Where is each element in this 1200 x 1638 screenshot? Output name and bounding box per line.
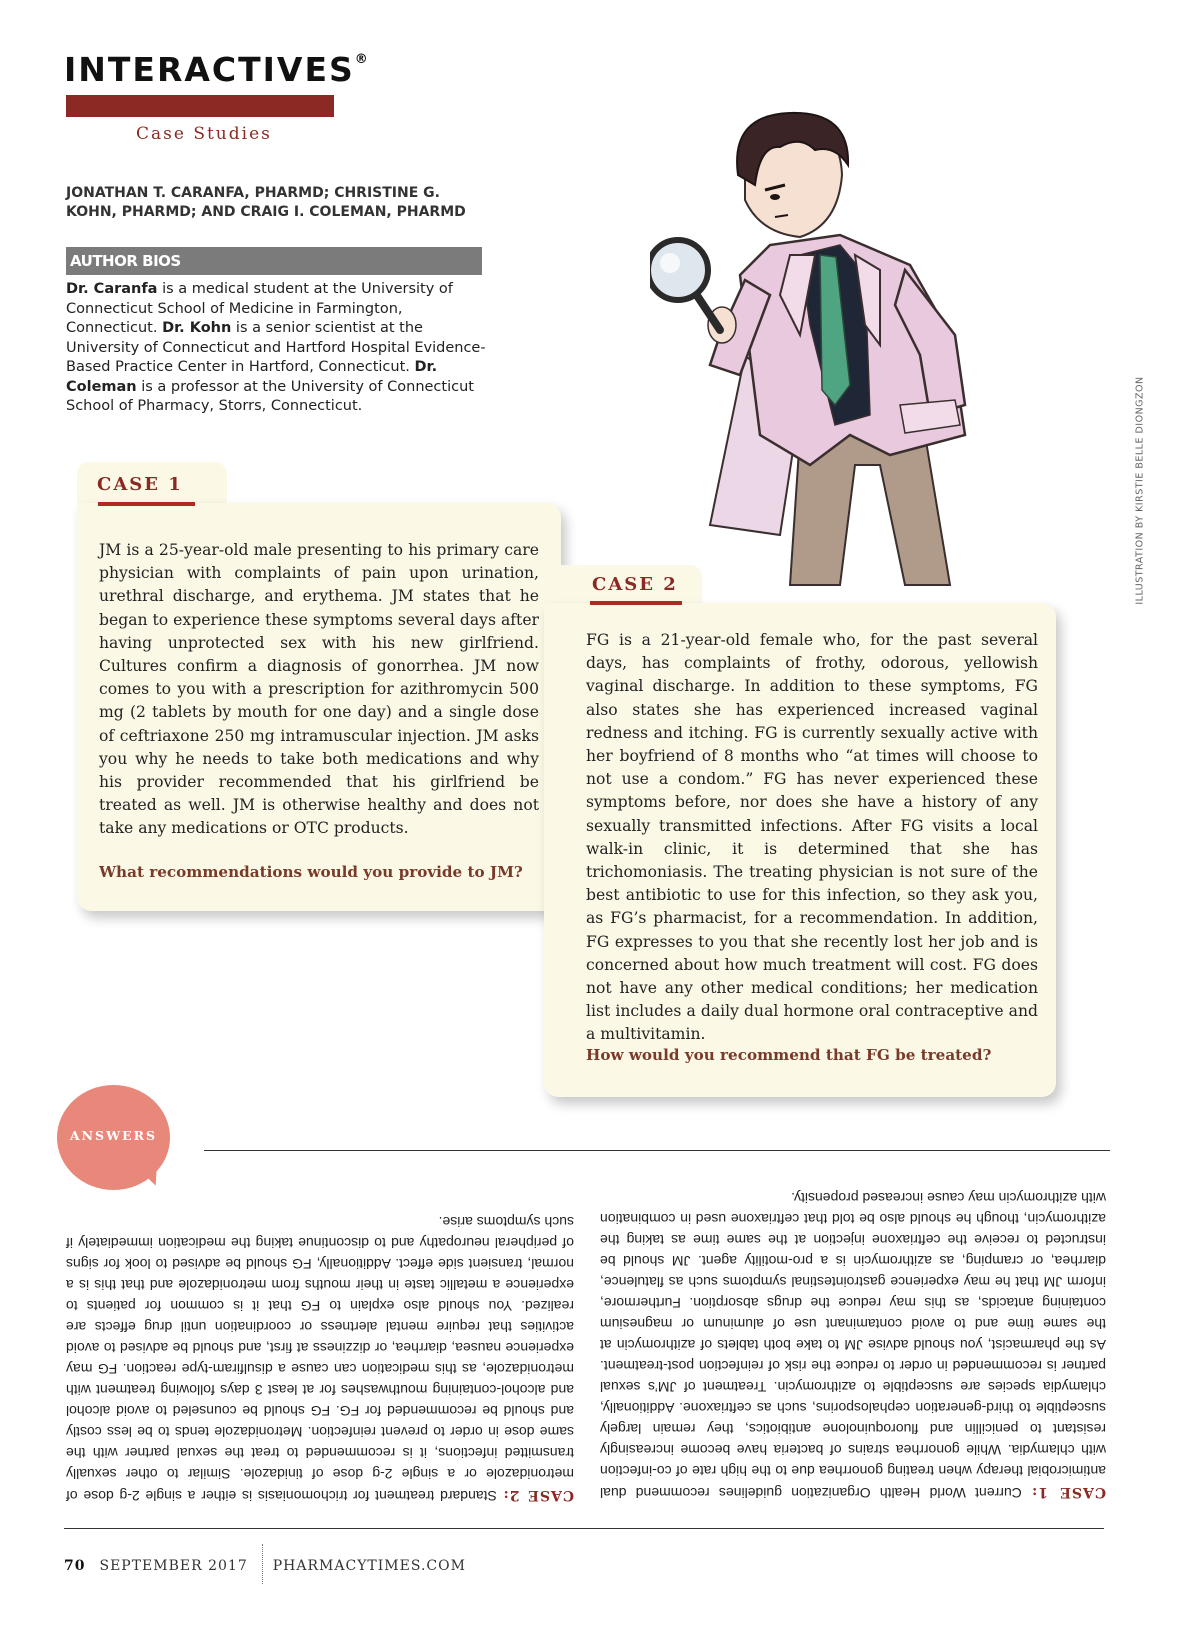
footer-divider bbox=[64, 1528, 1104, 1529]
case1-text: JM is a 25-year-old male presenting to his primary care physician with complaints of pain upon urination, urethral discharge, and erythema. JM states that he began to experience these symptoms several days after having unprotected sex with his new girlfriend. Cultures confirm a diagnosis of gonorrhea. JM now comes to you with a prescription for azithromycin 500 mg (2 tablets by mouth for one day) and a single dose of ceftriaxone 250 mg intramuscular injection. JM asks you why he needs to take both medications and why his provider recommended that his girlfriend be treated as well. JM is otherwise healthy and does not take any medications or OTC products. bbox=[99, 541, 539, 838]
brand-bar bbox=[66, 95, 334, 117]
answer-case1-label: CASE 1: bbox=[1031, 1484, 1106, 1500]
author-byline: JONATHAN T. CARANFA, PHARMD; CHRISTINE G. KOHN, PHARMD; AND CRAIG I. COLEMAN, PHARMD bbox=[66, 185, 466, 220]
case2-text: FG is a 21-year-old female who, for the past several days, has complaints of frothy, odorous, yellowish vaginal discharge. In addition to these symptoms, FG also states she has experienced increased vaginal redness and itching. FG is currently sexually active with her boyfriend of 8 months who “at times will choose to not use a condom.” FG has never experienced these symptoms before, nor does she have a history of any sexually transmitted infections. After FG visits a local walk-in clinic, it is determined that she has trichomoniasis. The treating physician is not sure of the best antibiotic to use for this infection, so they ask you, as FG’s pharmacist, for a recommendation. In addition, FG expresses to you that she recently lost her job and is concerned about how much treatment will cost. FG does not have any other medical conditions; her medication list includes a daily dual hormone oral contraceptive and a multivitamin. bbox=[586, 631, 1038, 1044]
footer-separator bbox=[262, 1544, 263, 1584]
author-bios-heading: AUTHOR BIOS bbox=[66, 247, 482, 275]
case2-label: CASE 2 bbox=[592, 574, 678, 595]
answers-divider bbox=[204, 1150, 1110, 1151]
case2-question: How would you recommend that FG be treated? bbox=[586, 1046, 992, 1064]
magazine-section-brand: INTERACTIVES® bbox=[64, 50, 370, 89]
answer-case2-upside-down: CASE 2: Standard treatment for trichomoniasis is either a single 2-g dose of metronidazole or a single 2-g dose of tinidazole. Similar to other sexually transmitted infections, it is recommended to treat the sexual partner with the same dose in order to prevent reinfection. Metronidazole tends to be less costly and should be recommended for FG. FG should be counseled to avoid alcohol and alcohol-containing mouthwashes for at least 3 days following treatment with metronidazole, as this medication can cause a disulfiram-type reaction. FG may experience nausea, diarrhea, or dizziness at first, and should be advised to avoid activities that require mental alertness or coordination until drug effects are realized. You should also explain to FG that it is common for patients to experience a metallic taste in their mouths from metronidazole and that this is a normal, transient side effect. Additionally, FG should be advised to look for signs of peripheral neuropathy and to discontinue taking the medication immediately if such symptoms arise. bbox=[66, 1214, 574, 1504]
website: PHARMACYTIMES.COM bbox=[272, 1558, 466, 1574]
case1-question: What recommendations would you provide to JM? bbox=[99, 863, 523, 881]
page-number: 70 bbox=[64, 1558, 86, 1574]
bio-name-caranfa: Dr. Caranfa bbox=[66, 281, 158, 297]
answers-label: ANSWERS bbox=[69, 1128, 158, 1143]
case2-rule bbox=[590, 601, 682, 605]
case1-label: CASE 1 bbox=[97, 474, 183, 495]
page-footer bbox=[64, 1546, 466, 1586]
answer-case2-label: CASE 2: bbox=[502, 1487, 574, 1503]
author-bios-text: Dr. Caranfa is a medical student at the University of Connecticut School of Medicine in Farmington, Connecticut. Dr. Kohn is a senior scientist at the University of Connecticut and Hartford Hospital Evidence-Based Practice Center in Hartford, Connecticut. Dr. Coleman is a professor at the University of Connecticut School of Pharmacy, Storrs, Connecticut. bbox=[66, 281, 486, 414]
bio-name-coleman: Dr. Coleman bbox=[66, 359, 438, 395]
detective-pharmacist-illustration bbox=[650, 105, 1090, 605]
registered-mark: ® bbox=[354, 52, 370, 67]
illustration-credit: ILLUSTRATION BY KIRSTIE BELLE DIONGZON bbox=[1134, 376, 1146, 605]
bio-name-kohn: Dr. Kohn bbox=[162, 320, 232, 336]
section-title: Case Studies bbox=[136, 124, 272, 144]
answer-case1-upside-down: CASE 1: Current World Health Organization guidelines recommend dual antimicrobial therapy when treating gonorrhea due to the high rate of co-infection with chlamydia. While gonorrhea strains of bacteria have become increasingly resistant to penicillin and fluoroquinolone antibiotics, they remain largely susceptible to third-generation cephalosporins, such as ceftriaxone. Additionally, chlamydia species are susceptible to azithromycin. Treatment of JM’s sexual partner is recommended in order to reduce the risk of reinfection post-treatment. As the pharmacist, you should advise JM to take both tablets of azithromycin at the same time and to avoid contaminant use of aluminum or magnesium containing antacids, as this may reduce the drugs absorption. Furthermore, inform JM that he may experience gastrointestinal symptoms such as flatulence, diarrhea, or cramping, as azithromycin is a pro-motility agent. JM should be instructed to receive the ceftriaxone injection at the same time as taking the azithromycin, though he should also be told that ceftriaxone used in combination with azithromycin may cause increased propensity. bbox=[600, 1190, 1106, 1501]
case1-rule bbox=[98, 502, 195, 506]
issue-date: SEPTEMBER 2017 bbox=[99, 1558, 248, 1574]
